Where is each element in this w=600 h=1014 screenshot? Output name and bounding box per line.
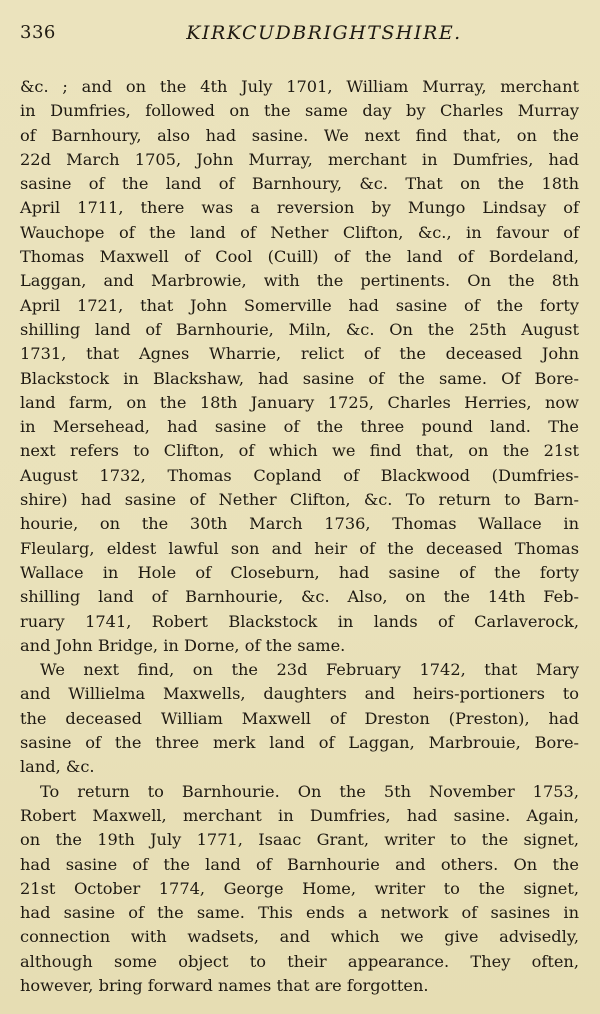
text-line: had sasine of the land of Barnhourie and others. On the [20, 854, 579, 874]
text-line: Blackstock in Blackshaw, had sasine of the same. Of Bore- [20, 368, 579, 388]
text-line: although some object to their appearance. They often, [20, 951, 579, 971]
text-line: shilling land of Barnhourie, Miln, &c. On the 25th August [20, 319, 579, 339]
text-line: in Mersehead, had sasine of the three pound land. The [20, 417, 579, 437]
text-line: 1731, that Agnes Wharrie, relict of the deceased John [20, 344, 579, 364]
text-line: next refers to Clifton, of which we find that, on the 21st [20, 441, 579, 461]
text-line: 22d March 1705, John Murray, merchant in Dumfries, had [20, 149, 579, 169]
text-line: Wallace in Hole of Closeburn, had sasine of the forty [20, 562, 579, 582]
text-line: had sasine of the same. This ends a network of sasines in [20, 903, 579, 923]
text-line: Thomas Maxwell of Cool (Cuill) of the land of Bordeland, [20, 247, 579, 267]
text-line: 21st October 1774, George Home, writer to the signet, [20, 878, 579, 898]
page-number: 336 [20, 22, 56, 43]
text-line: however, bring forward names that are forgotten. [20, 975, 429, 995]
text-line: August 1732, Thomas Copland of Blackwood (Dumfries- [20, 465, 579, 485]
text-line: sasine of the land of Barnhoury, &c. That on the 18th [20, 174, 579, 194]
text-line: hourie, on the 30th March 1736, Thomas Wallace in [20, 514, 579, 534]
text-line: Wauchope of the land of Nether Clifton, &c., in favour of [20, 222, 579, 242]
text-line: on the 19th July 1771, Isaac Grant, writer to the signet, [20, 830, 579, 850]
text-line: and John Bridge, in Dorne, of the same. [20, 635, 346, 655]
text-line: Robert Maxwell, merchant in Dumfries, had sasine. Again, [20, 805, 579, 825]
text-line: shilling land of Barnhourie, &c. Also, on the 14th Feb- [20, 587, 579, 607]
text-line: and Willielma Maxwells, daughters and heirs-portioners to [20, 684, 579, 704]
text-line: Fleularg, eldest lawful son and heir of the deceased Thomas [20, 538, 579, 558]
text-line: We next find, on the 23d February 1742, that Mary [40, 660, 579, 680]
text-line: &c. ; and on the 4th July 1701, William Murray, merchant [20, 77, 579, 96]
text-line: in Dumfries, followed on the same day by Charles Murray [20, 101, 579, 121]
text-line: Laggan, and Marbrowie, with the pertinents. On the 8th [20, 271, 579, 291]
text-line: To return to Barnhourie. On the 5th November 1753, [40, 781, 579, 801]
text-line: connection with wadsets, and which we give advisedly, [20, 927, 579, 947]
text-line: shire) had sasine of Nether Clifton, &c. To return to Barn- [20, 490, 579, 510]
text-line: April 1711, there was a reversion by Mungo Lindsay of [20, 198, 579, 218]
text-line: land, &c. [20, 757, 95, 777]
text-line: sasine of the three merk land of Laggan, Marbrouie, Bore- [20, 733, 579, 753]
body-text [20, 75, 579, 998]
text-line: April 1721, that John Somerville had sasine of the forty [20, 295, 579, 315]
text-line: the deceased William Maxwell of Dreston (Preston), had [20, 708, 579, 728]
running-head [20, 22, 578, 48]
text-line: ruary 1741, Robert Blackstock in lands of Carlaverock, [20, 611, 579, 631]
text-line: land farm, on the 18th January 1725, Charles Herries, now [20, 392, 579, 412]
running-title: KIRKCUDBRIGHTSHIRE. [186, 22, 462, 44]
text-line: of Barnhoury, also had sasine. We next find that, on the [20, 125, 579, 145]
